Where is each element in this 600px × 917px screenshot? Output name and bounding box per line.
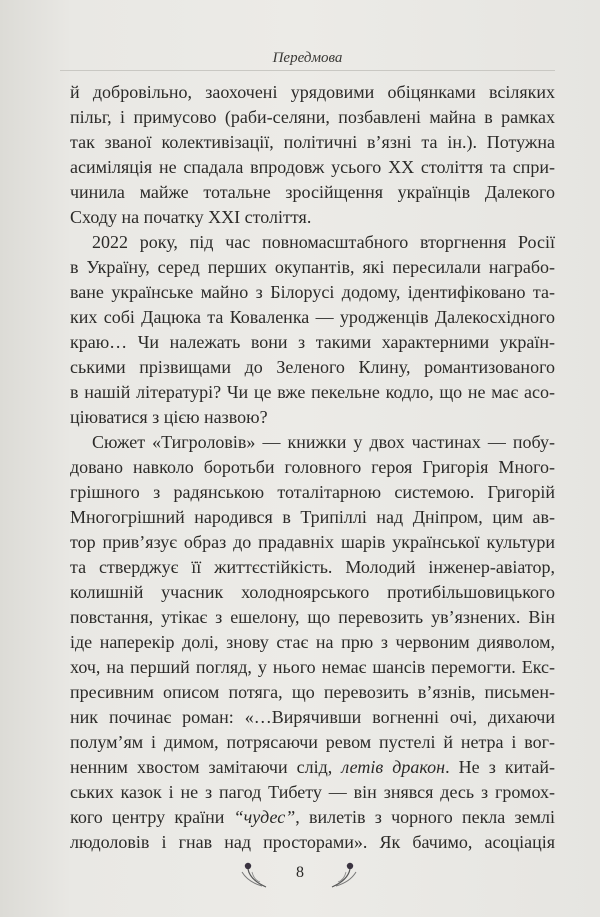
text-segment: людоловів і гнав над просторами». Як бачимо, асоціація <box>70 832 555 852</box>
text-line <box>70 405 555 430</box>
text-segment: іде наперекір долі, знову стає на прю з червоним дияволом, <box>70 632 555 652</box>
text-segment: пресивним описом потяга, що перевозить в’язнів, письмен- <box>70 682 555 702</box>
folio <box>0 860 600 890</box>
text-segment: ськими прізвищами до Зеленого Клину, романтизованого <box>70 357 555 377</box>
text-line <box>70 255 555 280</box>
text-segment: в нашій літературі? Чи це вже пекельне кодло, що не має асо- <box>70 382 555 402</box>
text-segment: кого центру країни <box>70 807 234 827</box>
text-line <box>70 305 555 330</box>
text-line <box>70 380 555 405</box>
text-line <box>70 730 555 755</box>
text-line <box>70 680 555 705</box>
text-line <box>70 780 555 805</box>
text-segment: ник починає роман: «…Вирячивши вогненні очі, дихаючи <box>70 707 555 727</box>
text-line <box>70 830 555 855</box>
text-segment: краю… Чи належать вони з такими характерними україн- <box>70 332 555 352</box>
text-segment: в Україну, серед перших окупантів, які пересилали награбо- <box>70 257 555 277</box>
text-segment: 2022 року, під час повномасштабного вторгнення Росії <box>92 232 555 252</box>
text-line <box>70 230 555 255</box>
text-segment: Сюжет «Тигроловів» — книжки у двох частинах — побу- <box>92 432 555 452</box>
text-line <box>70 430 555 455</box>
text-segment: Многогрішний народився в Трипіллі над Дніпром, цим ав- <box>70 507 555 527</box>
text-segment: , вилетів з чорного пекла землі <box>295 807 555 827</box>
text-segment: ких собі Дацюка та Коваленка — уродженців Далекосхідного <box>70 307 555 327</box>
header-rule <box>60 70 555 71</box>
text-segment: тор прив’язує образ до прадавніх шарів української культури <box>70 532 555 552</box>
text-segment: ненним хвостом замітаючи слід, <box>70 757 342 777</box>
text-segment: повстання, утікає з ешелону, що перевозить ув’язнених. Він <box>70 607 555 627</box>
text-line <box>70 805 555 830</box>
text-line <box>70 530 555 555</box>
text-line <box>70 605 555 630</box>
text-segment: полум’ям і димом, потрясаючи ревом пустелі й нетра і вог- <box>70 732 555 752</box>
text-line <box>70 130 555 155</box>
text-segment: асиміляція не спадала впродовж усього XX століття та спри- <box>70 157 555 177</box>
text-line <box>70 580 555 605</box>
page-number: 8 <box>296 864 304 881</box>
text-segment: хоч, на перший погляд, у нього немає шансів перемогти. Екс- <box>70 657 555 677</box>
text-segment: чинила майже тотальне зросійщення українців Далекого <box>70 182 555 202</box>
running-head: Передмова <box>272 50 343 66</box>
text-segment: так званої колективізації, політичні в’язні та ін.). Потужна <box>70 132 555 152</box>
text-line <box>70 755 555 780</box>
text-line <box>70 205 555 230</box>
text-segment: ціюватися з цією назвою? <box>70 407 268 427</box>
italic-text: летів дракон <box>341 757 446 777</box>
text-line <box>70 180 555 205</box>
text-line <box>70 555 555 580</box>
text-segment: та стверджує її життєстійкість. Молодий інженер-авіатор, <box>70 557 555 577</box>
text-segment: й добровільно, заохочені урядовими обіцянками всіляких <box>70 82 555 102</box>
text-segment: ських казок і не з пагод Тибету — він знявся десь з громох- <box>70 782 555 802</box>
text-segment: довано навколо боротьби головного героя Григорія Много- <box>70 457 555 477</box>
right-sprig-ornament-icon <box>322 860 362 890</box>
text-line <box>70 630 555 655</box>
text-line <box>70 105 555 130</box>
text-segment: пільг, і примусово (раби-селяни, позбавлені майна в рамках <box>70 107 555 127</box>
text-segment: грішного з радянською тоталітарною системою. Григорій <box>70 482 555 502</box>
text-line <box>70 705 555 730</box>
text-line <box>70 155 555 180</box>
text-line <box>70 280 555 305</box>
body-text <box>70 80 555 855</box>
text-segment: . Не з китай- <box>445 757 555 777</box>
text-segment: ване українське майно з Білорусі додому, ідентифіковано та- <box>70 282 555 302</box>
text-line <box>70 80 555 105</box>
text-line <box>70 455 555 480</box>
text-segment: колишній учасник холодноярського протибільшовицького <box>70 582 555 602</box>
text-line <box>70 505 555 530</box>
text-line <box>70 330 555 355</box>
text-segment: Сходу на початку XXI століття. <box>70 207 312 227</box>
text-line <box>70 655 555 680</box>
italic-text: “чудес” <box>233 807 296 827</box>
text-line <box>70 480 555 505</box>
text-line <box>70 355 555 380</box>
